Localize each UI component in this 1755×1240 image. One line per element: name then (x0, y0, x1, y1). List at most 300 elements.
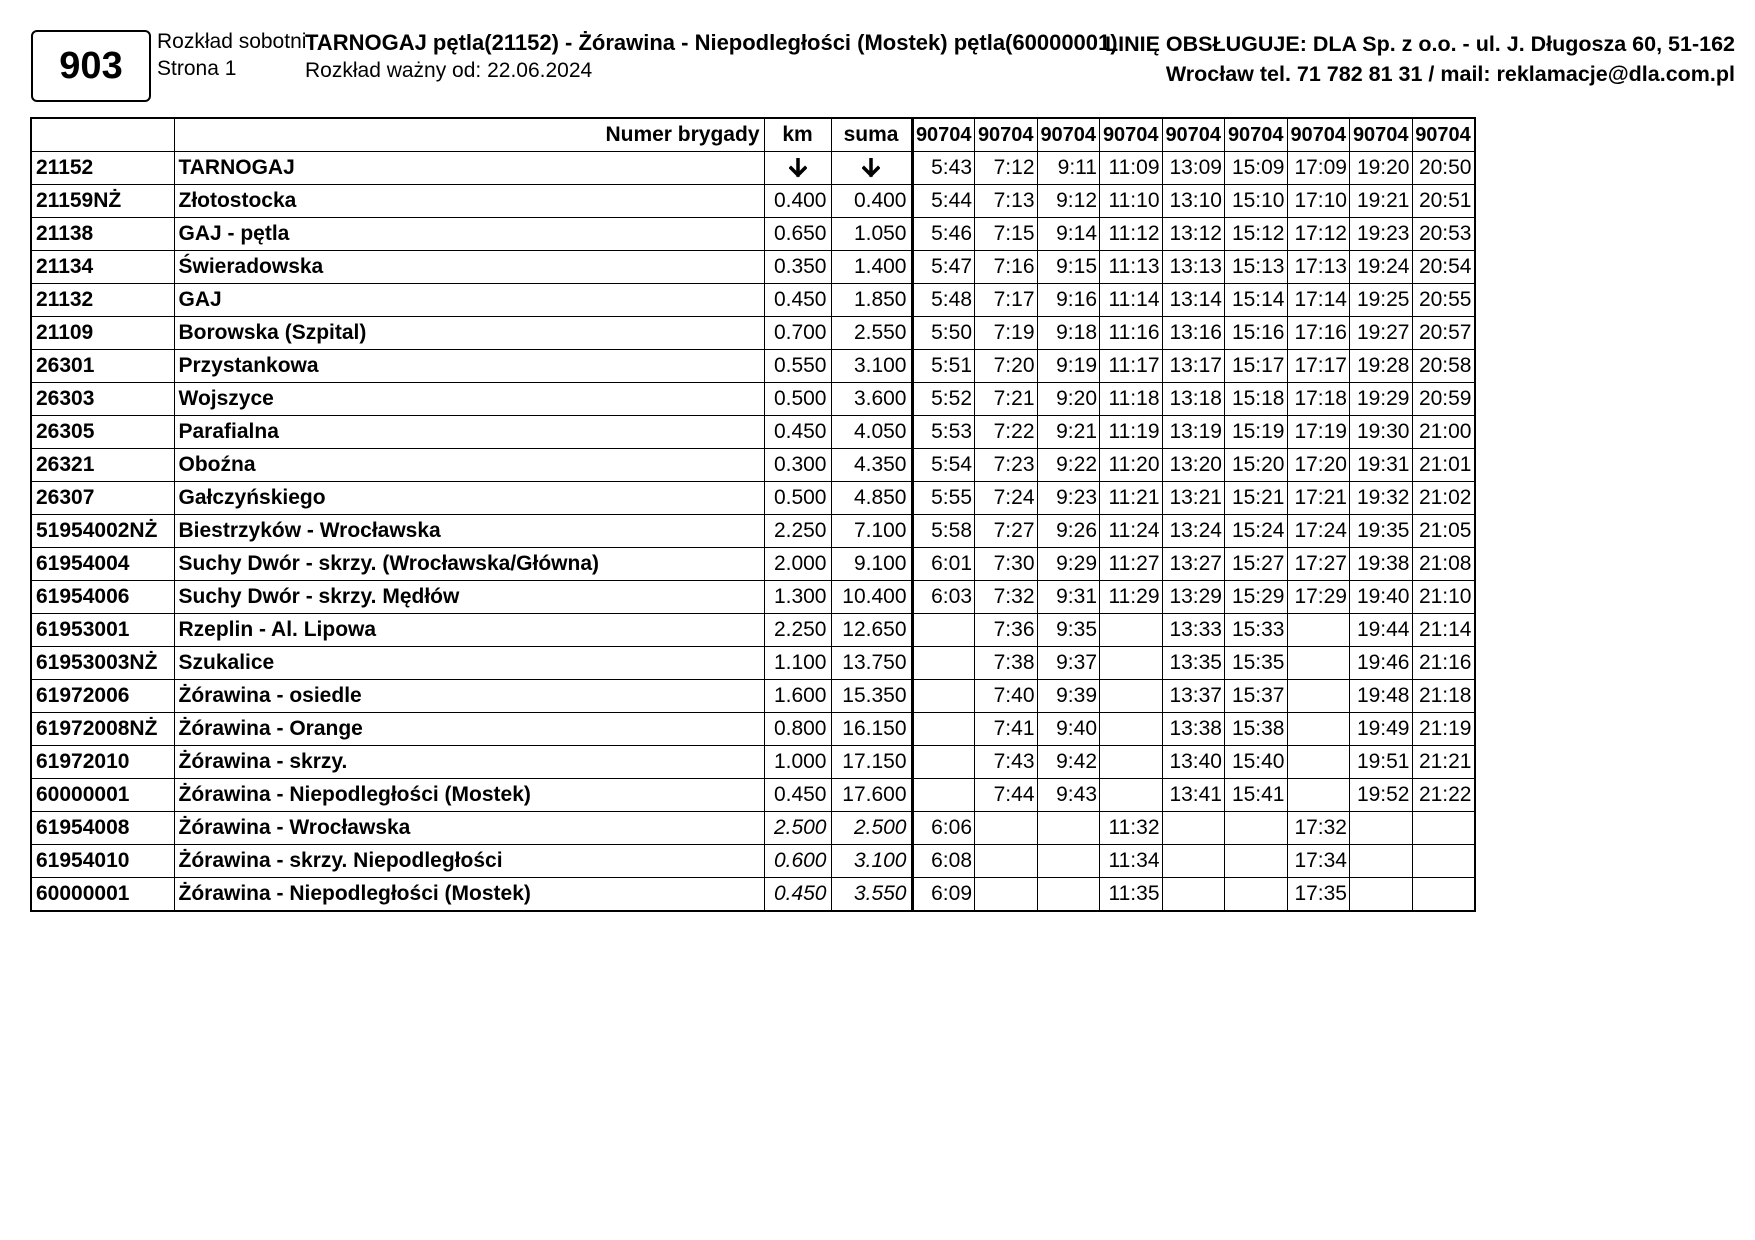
departure-time: 7:43 (975, 746, 1038, 779)
departure-time: 21:14 (1412, 614, 1475, 647)
departure-time: 17:19 (1287, 416, 1350, 449)
departure-time: 19:40 (1350, 581, 1413, 614)
stop-km: 0.500 (764, 383, 831, 416)
departure-time: 17:10 (1287, 185, 1350, 218)
stop-row (31, 680, 1475, 713)
departure-time: 11:34 (1100, 845, 1163, 878)
departure-time: 13:27 (1162, 548, 1225, 581)
departure-time (1037, 845, 1100, 878)
stop-name: Żórawina - Orange (174, 713, 764, 746)
stop-name: Wojszyce (174, 383, 764, 416)
stop-row (31, 185, 1475, 218)
departure-time: 17:32 (1287, 812, 1350, 845)
departure-time: 15:27 (1225, 548, 1288, 581)
departure-time (975, 812, 1038, 845)
departure-time: 13:20 (1162, 449, 1225, 482)
km-column-header: km (764, 118, 831, 152)
departure-time: 13:38 (1162, 713, 1225, 746)
departure-time (1412, 845, 1475, 878)
stop-km: 0.500 (764, 482, 831, 515)
departure-time (912, 680, 975, 713)
departure-time: 5:54 (912, 449, 975, 482)
stop-name: Oboźna (174, 449, 764, 482)
departure-time: 20:58 (1412, 350, 1475, 383)
departure-time: 17:16 (1287, 317, 1350, 350)
departure-time (1287, 614, 1350, 647)
departure-time (912, 746, 975, 779)
stop-suma: 17.150 (831, 746, 912, 779)
stop-code: 60000001 (31, 878, 174, 912)
stop-code: 21159NŻ (31, 185, 174, 218)
departure-time: 17:18 (1287, 383, 1350, 416)
departure-time: 15:24 (1225, 515, 1288, 548)
departure-time (1412, 878, 1475, 912)
departure-time: 5:58 (912, 515, 975, 548)
stop-km: 0.550 (764, 350, 831, 383)
departure-time (1287, 746, 1350, 779)
departure-time: 11:09 (1100, 152, 1163, 185)
stop-row (31, 482, 1475, 515)
departure-time (1287, 779, 1350, 812)
departure-time: 9:22 (1037, 449, 1100, 482)
departure-time: 21:10 (1412, 581, 1475, 614)
brigade-number-header: 90704 (1225, 118, 1288, 152)
departure-time (1225, 845, 1288, 878)
departure-time (1100, 680, 1163, 713)
stop-suma: 15.350 (831, 680, 912, 713)
departure-time (1100, 713, 1163, 746)
departure-time: 9:18 (1037, 317, 1100, 350)
departure-time: 19:44 (1350, 614, 1413, 647)
stop-km: 0.800 (764, 713, 831, 746)
departure-time: 19:30 (1350, 416, 1413, 449)
stop-name: Borowska (Szpital) (174, 317, 764, 350)
departure-time: 7:12 (975, 152, 1038, 185)
departure-time: 6:08 (912, 845, 975, 878)
departure-time: 7:41 (975, 713, 1038, 746)
stop-code: 61953003NŻ (31, 647, 174, 680)
stop-code: 61972006 (31, 680, 174, 713)
stop-suma: 0.400 (831, 185, 912, 218)
timetable (30, 117, 1476, 912)
stop-name: Żórawina - skrzy. Niepodległości (174, 845, 764, 878)
departure-time: 15:35 (1225, 647, 1288, 680)
departure-time (1162, 878, 1225, 912)
stop-code: 61954010 (31, 845, 174, 878)
departure-time: 17:21 (1287, 482, 1350, 515)
departure-time (1100, 647, 1163, 680)
departure-time: 21:08 (1412, 548, 1475, 581)
stop-km: 2.250 (764, 614, 831, 647)
operator-info-line1: LINIĘ OBSŁUGUJE: DLA Sp. z o.o. - ul. J. Długosza 60, 51-162 (1105, 32, 1735, 56)
departure-time: 17:24 (1287, 515, 1350, 548)
departure-time: 7:36 (975, 614, 1038, 647)
departure-time: 13:24 (1162, 515, 1225, 548)
departure-time: 11:27 (1100, 548, 1163, 581)
stop-suma: 13.750 (831, 647, 912, 680)
stop-name: TARNOGAJ (174, 152, 764, 185)
departure-time: 19:51 (1350, 746, 1413, 779)
page-label: Strona 1 (157, 57, 237, 80)
departure-time (912, 614, 975, 647)
departure-time: 20:57 (1412, 317, 1475, 350)
departure-time: 21:18 (1412, 680, 1475, 713)
departure-time: 13:40 (1162, 746, 1225, 779)
stop-name: Żórawina - osiedle (174, 680, 764, 713)
departure-time: 15:38 (1225, 713, 1288, 746)
stop-km: 0.450 (764, 416, 831, 449)
stop-km: 1.600 (764, 680, 831, 713)
departure-time: 19:52 (1350, 779, 1413, 812)
stop-name: Suchy Dwór - skrzy. Mędłów (174, 581, 764, 614)
departure-time: 7:23 (975, 449, 1038, 482)
departure-time: 17:29 (1287, 581, 1350, 614)
stop-suma: 17.600 (831, 779, 912, 812)
departure-time: 19:29 (1350, 383, 1413, 416)
stop-row (31, 878, 1475, 912)
departure-time (912, 647, 975, 680)
departure-time: 7:32 (975, 581, 1038, 614)
departure-time: 7:38 (975, 647, 1038, 680)
stop-name: Przystankowa (174, 350, 764, 383)
stop-row (31, 515, 1475, 548)
down-arrow-icon (862, 158, 880, 178)
departure-time: 19:23 (1350, 218, 1413, 251)
departure-time: 19:38 (1350, 548, 1413, 581)
departure-time: 15:29 (1225, 581, 1288, 614)
departure-time: 20:51 (1412, 185, 1475, 218)
departure-time: 9:19 (1037, 350, 1100, 383)
departure-time (1225, 878, 1288, 912)
stop-row (31, 383, 1475, 416)
stop-suma: 3.550 (831, 878, 912, 912)
departure-time: 17:12 (1287, 218, 1350, 251)
departure-time: 7:27 (975, 515, 1038, 548)
stop-code: 21109 (31, 317, 174, 350)
stop-code: 21152 (31, 152, 174, 185)
departure-time: 21:05 (1412, 515, 1475, 548)
departure-time: 15:09 (1225, 152, 1288, 185)
departure-time (1287, 680, 1350, 713)
stop-code: 21134 (31, 251, 174, 284)
stop-km: 0.450 (764, 878, 831, 912)
departure-time (1225, 812, 1288, 845)
departure-time: 7:22 (975, 416, 1038, 449)
stop-km: 2.500 (764, 812, 831, 845)
departure-time: 9:29 (1037, 548, 1100, 581)
stop-km: 0.450 (764, 284, 831, 317)
stop-name: Świeradowska (174, 251, 764, 284)
down-arrow-icon (789, 158, 807, 178)
stop-km: 0.700 (764, 317, 831, 350)
stop-suma: 1.850 (831, 284, 912, 317)
stop-code: 61954004 (31, 548, 174, 581)
departure-time: 13:16 (1162, 317, 1225, 350)
stop-code: 26301 (31, 350, 174, 383)
departure-time (975, 845, 1038, 878)
stop-km: 1.100 (764, 647, 831, 680)
stop-km: 2.000 (764, 548, 831, 581)
brigade-label: Numer brygady (174, 118, 764, 152)
departure-time: 13:21 (1162, 482, 1225, 515)
departure-time: 9:12 (1037, 185, 1100, 218)
departure-time (1350, 845, 1413, 878)
departure-time: 11:19 (1100, 416, 1163, 449)
departure-time: 5:43 (912, 152, 975, 185)
departure-time: 13:37 (1162, 680, 1225, 713)
stop-km (764, 152, 831, 185)
departure-time (1162, 812, 1225, 845)
departure-time: 11:21 (1100, 482, 1163, 515)
stop-code: 26321 (31, 449, 174, 482)
stop-row (31, 614, 1475, 647)
departure-time: 5:48 (912, 284, 975, 317)
departure-time: 15:21 (1225, 482, 1288, 515)
departure-time: 11:35 (1100, 878, 1163, 912)
departure-time: 11:12 (1100, 218, 1163, 251)
stop-suma: 2.550 (831, 317, 912, 350)
stop-row (31, 812, 1475, 845)
stop-code: 26303 (31, 383, 174, 416)
departure-time: 11:10 (1100, 185, 1163, 218)
departure-time: 15:40 (1225, 746, 1288, 779)
brigade-number-header: 90704 (1162, 118, 1225, 152)
stop-row (31, 350, 1475, 383)
departure-time: 19:21 (1350, 185, 1413, 218)
stop-row (31, 581, 1475, 614)
departure-time: 6:06 (912, 812, 975, 845)
stop-suma: 10.400 (831, 581, 912, 614)
stop-km: 0.350 (764, 251, 831, 284)
departure-time: 7:13 (975, 185, 1038, 218)
brigade-number-header: 90704 (1287, 118, 1350, 152)
departure-time: 15:37 (1225, 680, 1288, 713)
departure-time: 13:12 (1162, 218, 1225, 251)
departure-time: 21:21 (1412, 746, 1475, 779)
stop-code: 26307 (31, 482, 174, 515)
departure-time: 17:35 (1287, 878, 1350, 912)
stop-name: Parafialna (174, 416, 764, 449)
departure-time: 9:40 (1037, 713, 1100, 746)
day-type-label: Rozkład sobotni (157, 30, 307, 53)
stop-name: Żórawina - Niepodległości (Mostek) (174, 779, 764, 812)
departure-time: 9:37 (1037, 647, 1100, 680)
departure-time: 19:27 (1350, 317, 1413, 350)
departure-time: 17:34 (1287, 845, 1350, 878)
departure-time: 17:09 (1287, 152, 1350, 185)
stop-suma (831, 152, 912, 185)
departure-time: 13:13 (1162, 251, 1225, 284)
stop-row (31, 746, 1475, 779)
stop-suma: 2.500 (831, 812, 912, 845)
stop-row (31, 284, 1475, 317)
stop-km: 0.400 (764, 185, 831, 218)
stop-code: 61972008NŻ (31, 713, 174, 746)
brigade-number-header: 90704 (975, 118, 1038, 152)
stop-row (31, 152, 1475, 185)
stop-code: 60000001 (31, 779, 174, 812)
stop-code: 61972010 (31, 746, 174, 779)
departure-time: 20:50 (1412, 152, 1475, 185)
departure-time: 13:19 (1162, 416, 1225, 449)
departure-time: 11:32 (1100, 812, 1163, 845)
departure-time: 7:16 (975, 251, 1038, 284)
departure-time: 17:17 (1287, 350, 1350, 383)
departure-time: 15:16 (1225, 317, 1288, 350)
departure-time: 13:29 (1162, 581, 1225, 614)
stop-km: 0.600 (764, 845, 831, 878)
departure-time: 9:43 (1037, 779, 1100, 812)
departure-time: 7:19 (975, 317, 1038, 350)
stop-km: 2.250 (764, 515, 831, 548)
stop-km: 0.650 (764, 218, 831, 251)
brigade-number-header: 90704 (1350, 118, 1413, 152)
departure-time: 13:14 (1162, 284, 1225, 317)
departure-time: 7:40 (975, 680, 1038, 713)
departure-time (1412, 812, 1475, 845)
departure-time: 15:10 (1225, 185, 1288, 218)
departure-time: 5:51 (912, 350, 975, 383)
departure-time: 17:27 (1287, 548, 1350, 581)
departure-time: 13:41 (1162, 779, 1225, 812)
departure-time: 5:55 (912, 482, 975, 515)
valid-from-label: Rozkład ważny od: 22.06.2024 (305, 59, 593, 82)
departure-time: 7:30 (975, 548, 1038, 581)
departure-time: 9:20 (1037, 383, 1100, 416)
stop-name: Suchy Dwór - skrzy. (Wrocławska/Główna) (174, 548, 764, 581)
departure-time: 5:52 (912, 383, 975, 416)
departure-time: 13:17 (1162, 350, 1225, 383)
stop-name: Rzeplin - Al. Lipowa (174, 614, 764, 647)
departure-time (1350, 812, 1413, 845)
stop-name: GAJ - pętla (174, 218, 764, 251)
line-number-badge (31, 30, 151, 102)
stop-name: Biestrzyków - Wrocławska (174, 515, 764, 548)
departure-time: 9:15 (1037, 251, 1100, 284)
departure-time (1037, 812, 1100, 845)
stop-row (31, 548, 1475, 581)
stop-name: GAJ (174, 284, 764, 317)
stop-name: Żórawina - Niepodległości (Mostek) (174, 878, 764, 912)
departure-time: 21:22 (1412, 779, 1475, 812)
departure-time (1287, 713, 1350, 746)
departure-time: 9:26 (1037, 515, 1100, 548)
departure-time (1350, 878, 1413, 912)
departure-time: 5:44 (912, 185, 975, 218)
stop-suma: 9.100 (831, 548, 912, 581)
departure-time: 9:11 (1037, 152, 1100, 185)
stop-suma: 1.050 (831, 218, 912, 251)
departure-time: 19:46 (1350, 647, 1413, 680)
departure-time: 19:31 (1350, 449, 1413, 482)
stop-name: Gałczyńskiego (174, 482, 764, 515)
departure-time: 6:09 (912, 878, 975, 912)
stop-km: 0.300 (764, 449, 831, 482)
departure-time: 5:47 (912, 251, 975, 284)
departure-time: 20:53 (1412, 218, 1475, 251)
departure-time: 11:13 (1100, 251, 1163, 284)
line-number: 903 (59, 44, 123, 87)
departure-time: 5:53 (912, 416, 975, 449)
timetable-body (31, 152, 1475, 912)
departure-time: 19:35 (1350, 515, 1413, 548)
departure-time: 11:18 (1100, 383, 1163, 416)
stop-code: 21132 (31, 284, 174, 317)
departure-time: 19:32 (1350, 482, 1413, 515)
stop-name: Złotostocka (174, 185, 764, 218)
departure-time: 13:09 (1162, 152, 1225, 185)
departure-time: 19:25 (1350, 284, 1413, 317)
stop-code: 21138 (31, 218, 174, 251)
departure-time: 15:14 (1225, 284, 1288, 317)
stop-suma: 3.600 (831, 383, 912, 416)
suma-column-header: suma (831, 118, 912, 152)
departure-time: 5:50 (912, 317, 975, 350)
departure-time: 13:10 (1162, 185, 1225, 218)
departure-time (1037, 878, 1100, 912)
departure-time (912, 779, 975, 812)
stop-suma: 7.100 (831, 515, 912, 548)
departure-time: 6:01 (912, 548, 975, 581)
departure-time: 15:12 (1225, 218, 1288, 251)
stop-suma: 4.850 (831, 482, 912, 515)
brigade-number-header: 90704 (912, 118, 975, 152)
departure-time: 17:13 (1287, 251, 1350, 284)
stop-code: 51954002NŻ (31, 515, 174, 548)
code-column-header (31, 118, 174, 152)
departure-time: 7:44 (975, 779, 1038, 812)
departure-time: 7:21 (975, 383, 1038, 416)
departure-time: 11:14 (1100, 284, 1163, 317)
stop-row (31, 449, 1475, 482)
departure-time: 9:42 (1037, 746, 1100, 779)
departure-time: 7:20 (975, 350, 1038, 383)
stop-row (31, 779, 1475, 812)
stop-code: 26305 (31, 416, 174, 449)
departure-time: 19:20 (1350, 152, 1413, 185)
brigade-number-header: 90704 (1412, 118, 1475, 152)
departure-time: 19:49 (1350, 713, 1413, 746)
departure-time: 20:54 (1412, 251, 1475, 284)
stop-name: Szukalice (174, 647, 764, 680)
departure-time: 9:23 (1037, 482, 1100, 515)
departure-time: 11:20 (1100, 449, 1163, 482)
stop-code: 61954008 (31, 812, 174, 845)
departure-time: 11:29 (1100, 581, 1163, 614)
departure-time: 15:13 (1225, 251, 1288, 284)
departure-time: 13:18 (1162, 383, 1225, 416)
stop-name: Żórawina - skrzy. (174, 746, 764, 779)
stop-km: 1.000 (764, 746, 831, 779)
departure-time: 15:33 (1225, 614, 1288, 647)
departure-time: 9:14 (1037, 218, 1100, 251)
departure-time: 17:14 (1287, 284, 1350, 317)
departure-time: 6:03 (912, 581, 975, 614)
stop-code: 61953001 (31, 614, 174, 647)
stop-row (31, 845, 1475, 878)
departure-time: 21:00 (1412, 416, 1475, 449)
departure-time (975, 878, 1038, 912)
departure-time: 15:19 (1225, 416, 1288, 449)
stop-row (31, 251, 1475, 284)
departure-time (1162, 845, 1225, 878)
departure-time: 9:35 (1037, 614, 1100, 647)
departure-time: 21:01 (1412, 449, 1475, 482)
departure-time: 9:21 (1037, 416, 1100, 449)
stop-suma: 12.650 (831, 614, 912, 647)
stop-suma: 16.150 (831, 713, 912, 746)
stop-suma: 3.100 (831, 350, 912, 383)
